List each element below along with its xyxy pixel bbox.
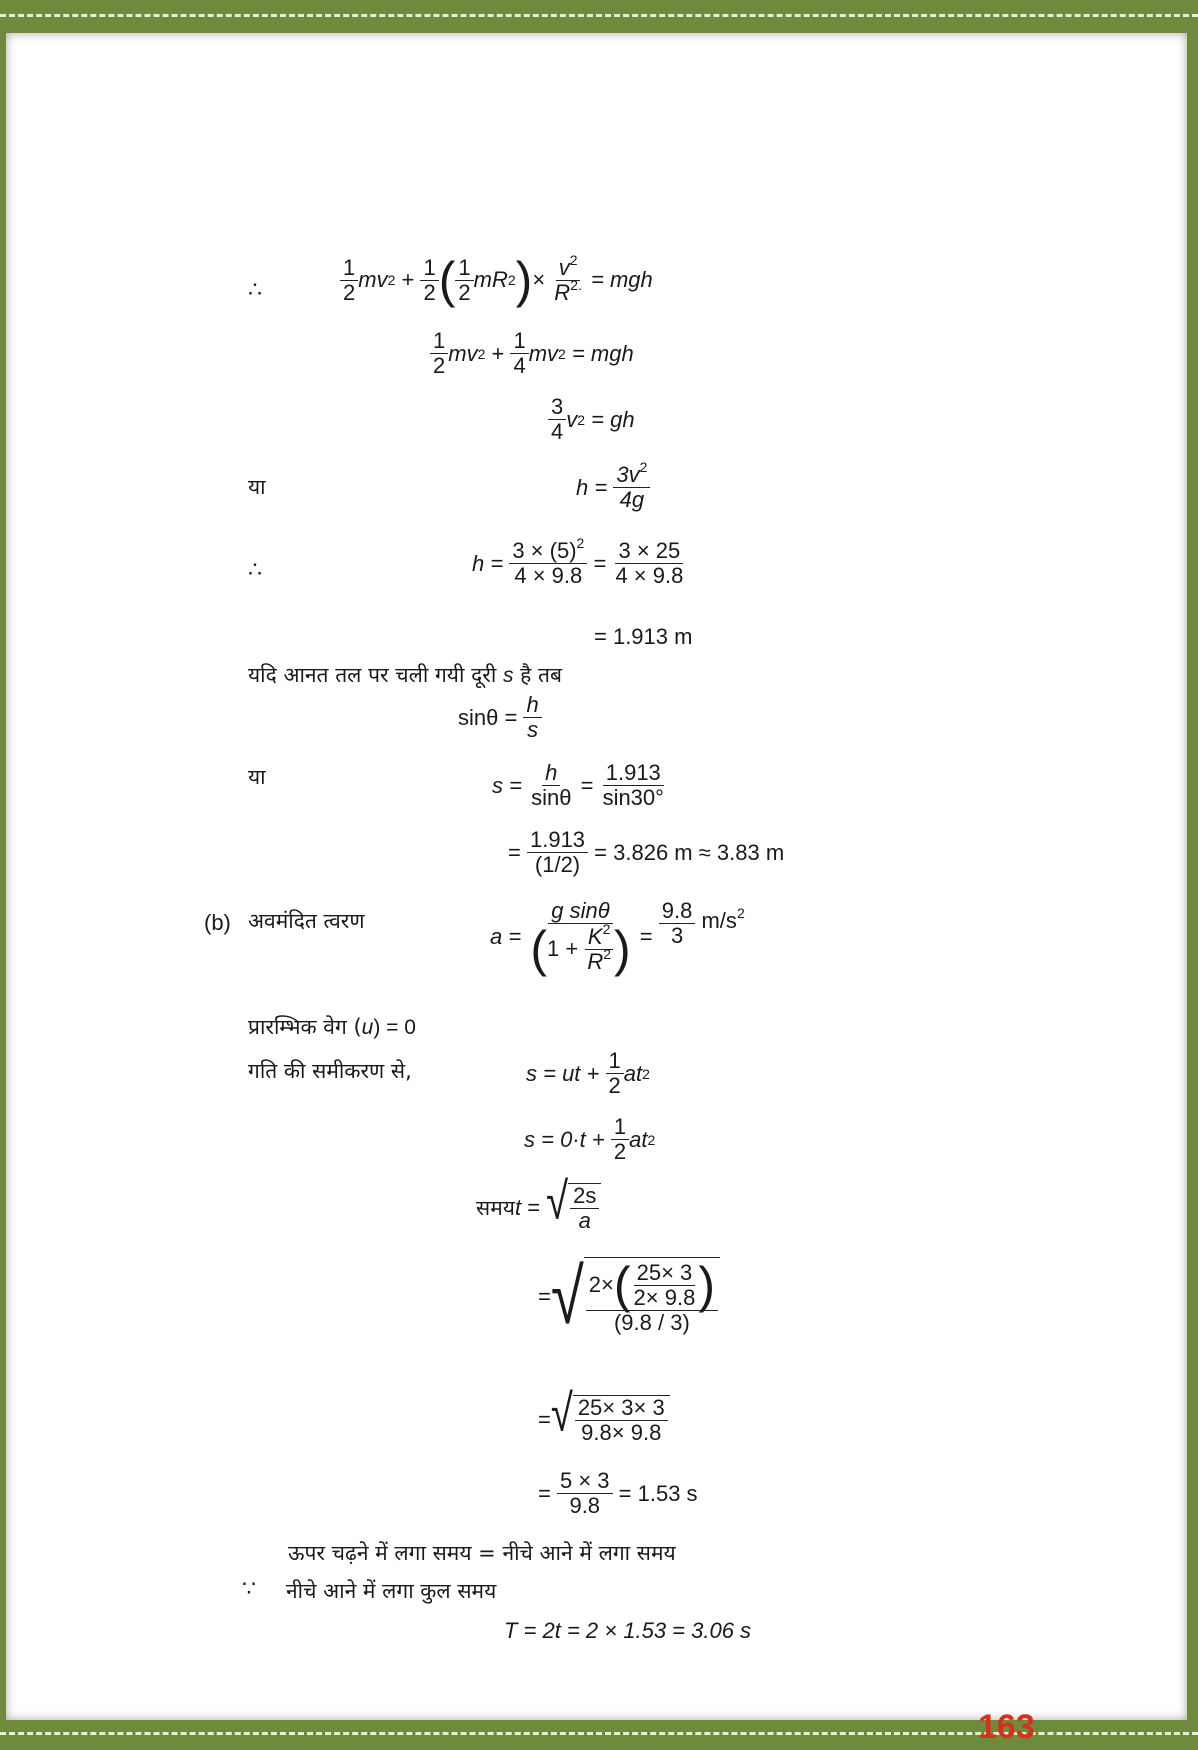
equation-a: a = g sinθ ( 1 + $\frac{K^2}{R^2}$ ) = $\frac{9.8}{3}$ $m/s^2$ bbox=[490, 898, 745, 977]
part-b-text: अवमंदित त्वरण bbox=[248, 909, 365, 933]
text-equation-of-motion: गति की समीकरण से, bbox=[248, 1059, 412, 1083]
page bbox=[6, 33, 1187, 1746]
time-step-3: = $\frac{5 \times 3}{9.8}$ = 1.53 s bbox=[538, 1468, 698, 1518]
because-symbol: ∵ bbox=[242, 1576, 256, 1601]
motion-eq-2: s = 0·t + $\frac{1}{2}$ at 2 bbox=[524, 1114, 656, 1164]
equation-3: 3 4 v 2 = gh bbox=[548, 395, 635, 444]
equation-2: 1 2 mv 2 + 1 4 mv 2 = mgh bbox=[430, 329, 634, 378]
initial-velocity: प्रारम्भिक वेग (u) = 0 bbox=[248, 1015, 416, 1039]
time-step-2: = √ 25× 3× 3 9.8× 9.8 bbox=[538, 1395, 670, 1445]
equation-4: h = $\frac{3v^2}{4g}$ bbox=[576, 463, 650, 512]
part-b-label: (b) bbox=[204, 910, 231, 935]
text-up-down-time: ऊपर चढ़ने में लगा समय = नीचे आने में लगा समय bbox=[288, 1541, 676, 1565]
top-border bbox=[0, 14, 1198, 17]
equation-1: 1 2 mv 2 + $\frac{1}{2}$ ( 1 2 mR 2 ) × $\frac{v^2}{R^{2.}}$ = mgh bbox=[340, 255, 653, 305]
time-step-1: = √ 2× ( 25× 3 2× 9.8 ) (9.8 / 3) bbox=[538, 1257, 720, 1337]
equation-s: s = $\frac{h}{\sin\theta}$ = $\frac{1.913}{\sin 30^\circ}$ bbox=[492, 760, 664, 810]
ya-label: या bbox=[248, 475, 266, 499]
motion-eq-1: s = ut + $\frac{1}{2}$ at 2 bbox=[526, 1048, 650, 1098]
therefore-symbol-2: ∴ bbox=[248, 557, 262, 582]
equation-s-result: = $\frac{1.913}{(1/2)}$ = 3.826 m ≈ 3.83 m bbox=[508, 827, 785, 877]
therefore-symbol: ∴ bbox=[248, 277, 262, 302]
equation-5: h = $\frac{3 \times (5)^2}{4 \times 9.8}$ = $\frac{3 \times 25}{4 \times 9.8}$ bbox=[472, 535, 684, 588]
text-total-time: नीचे आने में लगा कुल समय bbox=[286, 1579, 497, 1603]
text-distance: यदि आनत तल पर चली गयी दूरी s है तब bbox=[248, 663, 562, 687]
result-h: = 1.913 m bbox=[594, 624, 693, 649]
time-equation: समय t = √ 2s a bbox=[476, 1183, 601, 1233]
final-total-time: T = 2t = 2 × 1.53 = 3.06 s bbox=[504, 1618, 752, 1643]
ya-label-2: या bbox=[248, 765, 266, 789]
page-number: 163 bbox=[978, 1708, 1035, 1746]
equation-sin: sinθ = $\frac{h}{s}$ bbox=[458, 693, 542, 742]
